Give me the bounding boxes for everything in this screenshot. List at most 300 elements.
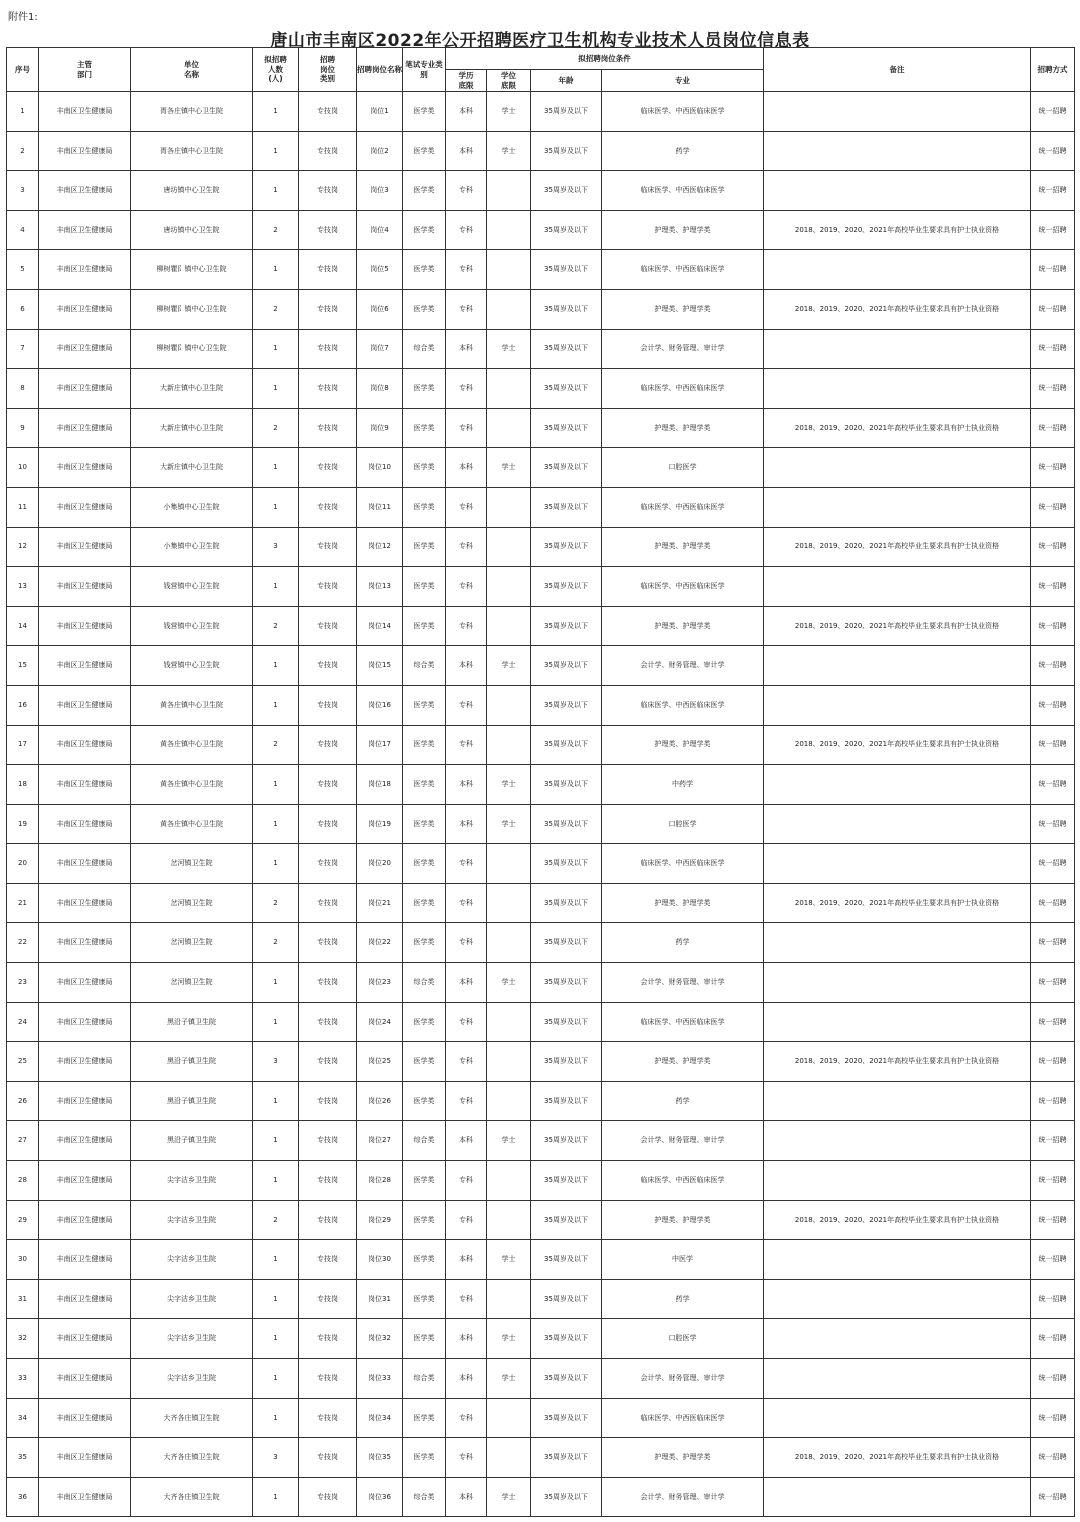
cell-exam: 医学类 bbox=[403, 1161, 446, 1201]
cell-dept: 丰南区卫生健康局 bbox=[39, 1081, 131, 1121]
cell-post: 岗位29 bbox=[357, 1200, 403, 1240]
cell-count: 1 bbox=[253, 131, 299, 171]
cell-post: 岗位15 bbox=[357, 646, 403, 686]
cell-count: 1 bbox=[253, 685, 299, 725]
cell-exam: 医学类 bbox=[403, 685, 446, 725]
cell-edu: 专科 bbox=[446, 487, 487, 527]
cell-major: 临床医学、中西医临床医学 bbox=[602, 487, 764, 527]
cell-unit: 大新庄镇中心卫生院 bbox=[131, 408, 253, 448]
cell-count: 1 bbox=[253, 448, 299, 488]
cell-type: 专技岗 bbox=[299, 765, 357, 805]
cell-method: 统一招聘 bbox=[1031, 1121, 1075, 1161]
cell-degree bbox=[487, 1398, 531, 1438]
cell-type: 专技岗 bbox=[299, 527, 357, 567]
cell-degree bbox=[487, 606, 531, 646]
cell-major: 护理类、护理学类 bbox=[602, 883, 764, 923]
cell-unit: 尖字沽乡卫生院 bbox=[131, 1279, 253, 1319]
table-row bbox=[7, 1042, 1075, 1082]
cell-seq: 5 bbox=[7, 250, 39, 290]
cell-unit: 柳树瞿阝镇中心卫生院 bbox=[131, 250, 253, 290]
cell-degree: 学士 bbox=[487, 1319, 531, 1359]
cell-type: 专技岗 bbox=[299, 1200, 357, 1240]
cell-seq: 12 bbox=[7, 527, 39, 567]
table-row bbox=[7, 289, 1075, 329]
cell-dept: 丰南区卫生健康局 bbox=[39, 963, 131, 1003]
cell-unit: 尖字沽乡卫生院 bbox=[131, 1359, 253, 1399]
cell-post: 岗位14 bbox=[357, 606, 403, 646]
positions-table bbox=[6, 47, 1075, 1517]
table-row bbox=[7, 1477, 1075, 1517]
cell-seq: 36 bbox=[7, 1477, 39, 1517]
cell-exam: 综合类 bbox=[403, 963, 446, 1003]
cell-method: 统一招聘 bbox=[1031, 685, 1075, 725]
cell-unit: 尖字沽乡卫生院 bbox=[131, 1200, 253, 1240]
cell-seq: 11 bbox=[7, 487, 39, 527]
cell-count: 1 bbox=[253, 963, 299, 1003]
cell-major: 护理类、护理学类 bbox=[602, 289, 764, 329]
table-row bbox=[7, 685, 1075, 725]
cell-dept: 丰南区卫生健康局 bbox=[39, 685, 131, 725]
cell-note bbox=[764, 646, 1031, 686]
cell-major: 护理类、护理学类 bbox=[602, 1438, 764, 1478]
cell-edu: 本科 bbox=[446, 1240, 487, 1280]
cell-exam: 医学类 bbox=[403, 448, 446, 488]
cell-age: 35周岁及以下 bbox=[531, 131, 602, 171]
cell-unit: 大齐各庄镇卫生院 bbox=[131, 1477, 253, 1517]
cell-type: 专技岗 bbox=[299, 685, 357, 725]
table-row bbox=[7, 408, 1075, 448]
cell-major: 会计学、财务管理、审计学 bbox=[602, 1121, 764, 1161]
table-row bbox=[7, 527, 1075, 567]
cell-unit: 尖字沽乡卫生院 bbox=[131, 1240, 253, 1280]
cell-edu: 本科 bbox=[446, 963, 487, 1003]
cell-edu: 专科 bbox=[446, 1438, 487, 1478]
table-row bbox=[7, 1438, 1075, 1478]
cell-seq: 28 bbox=[7, 1161, 39, 1201]
cell-exam: 医学类 bbox=[403, 408, 446, 448]
cell-degree bbox=[487, 567, 531, 607]
cell-method: 统一招聘 bbox=[1031, 1319, 1075, 1359]
cell-age: 35周岁及以下 bbox=[531, 1240, 602, 1280]
cell-edu: 专科 bbox=[446, 250, 487, 290]
cell-exam: 医学类 bbox=[403, 1002, 446, 1042]
cell-note bbox=[764, 685, 1031, 725]
cell-post: 岗位5 bbox=[357, 250, 403, 290]
cell-note bbox=[764, 448, 1031, 488]
cell-method: 统一招聘 bbox=[1031, 765, 1075, 805]
cell-post: 岗位1 bbox=[357, 92, 403, 132]
cell-exam: 医学类 bbox=[403, 725, 446, 765]
cell-degree: 学士 bbox=[487, 448, 531, 488]
cell-major: 药学 bbox=[602, 923, 764, 963]
table-row bbox=[7, 1081, 1075, 1121]
cell-degree bbox=[487, 1438, 531, 1478]
cell-count: 2 bbox=[253, 408, 299, 448]
cell-dept: 丰南区卫生健康局 bbox=[39, 1121, 131, 1161]
cell-post: 岗位20 bbox=[357, 844, 403, 884]
cell-post: 岗位25 bbox=[357, 1042, 403, 1082]
cell-major: 会计学、财务管理、审计学 bbox=[602, 963, 764, 1003]
annex-label: 附件1: bbox=[8, 12, 38, 23]
cell-method: 统一招聘 bbox=[1031, 1279, 1075, 1319]
cell-major: 护理类、护理学类 bbox=[602, 1200, 764, 1240]
cell-unit: 大新庄镇中心卫生院 bbox=[131, 369, 253, 409]
cell-count: 1 bbox=[253, 1279, 299, 1319]
table-row bbox=[7, 487, 1075, 527]
cell-exam: 医学类 bbox=[403, 171, 446, 211]
cell-dept: 丰南区卫生健康局 bbox=[39, 527, 131, 567]
cell-method: 统一招聘 bbox=[1031, 1002, 1075, 1042]
cell-major: 临床医学、中西医临床医学 bbox=[602, 250, 764, 290]
table-row bbox=[7, 171, 1075, 211]
cell-age: 35周岁及以下 bbox=[531, 448, 602, 488]
table-row bbox=[7, 210, 1075, 250]
cell-method: 统一招聘 bbox=[1031, 1161, 1075, 1201]
cell-type: 专技岗 bbox=[299, 646, 357, 686]
cell-age: 35周岁及以下 bbox=[531, 1359, 602, 1399]
cell-method: 统一招聘 bbox=[1031, 883, 1075, 923]
cell-method: 统一招聘 bbox=[1031, 210, 1075, 250]
cell-edu: 本科 bbox=[446, 1477, 487, 1517]
cell-edu: 专科 bbox=[446, 606, 487, 646]
cell-type: 专技岗 bbox=[299, 1279, 357, 1319]
cell-type: 专技岗 bbox=[299, 1319, 357, 1359]
cell-dept: 丰南区卫生健康局 bbox=[39, 1438, 131, 1478]
cell-method: 统一招聘 bbox=[1031, 646, 1075, 686]
cell-seq: 32 bbox=[7, 1319, 39, 1359]
cell-seq: 9 bbox=[7, 408, 39, 448]
cell-seq: 1 bbox=[7, 92, 39, 132]
cell-edu: 专科 bbox=[446, 567, 487, 607]
cell-count: 2 bbox=[253, 883, 299, 923]
cell-method: 统一招聘 bbox=[1031, 92, 1075, 132]
cell-edu: 本科 bbox=[446, 329, 487, 369]
cell-type: 专技岗 bbox=[299, 487, 357, 527]
cell-degree: 学士 bbox=[487, 92, 531, 132]
cell-edu: 专科 bbox=[446, 685, 487, 725]
cell-type: 专技岗 bbox=[299, 171, 357, 211]
cell-post: 岗位7 bbox=[357, 329, 403, 369]
cell-edu: 专科 bbox=[446, 1398, 487, 1438]
table-row bbox=[7, 844, 1075, 884]
cell-major: 中医学 bbox=[602, 1240, 764, 1280]
cell-age: 35周岁及以下 bbox=[531, 725, 602, 765]
cell-seq: 16 bbox=[7, 685, 39, 725]
cell-seq: 8 bbox=[7, 369, 39, 409]
cell-post: 岗位2 bbox=[357, 131, 403, 171]
cell-note bbox=[764, 923, 1031, 963]
cell-seq: 29 bbox=[7, 1200, 39, 1240]
cell-count: 1 bbox=[253, 171, 299, 211]
cell-degree bbox=[487, 1161, 531, 1201]
header-unit: 单位 名称 bbox=[131, 48, 253, 92]
cell-exam: 医学类 bbox=[403, 487, 446, 527]
cell-major: 护理类、护理学类 bbox=[602, 210, 764, 250]
cell-post: 岗位3 bbox=[357, 171, 403, 211]
cell-degree bbox=[487, 171, 531, 211]
cell-exam: 医学类 bbox=[403, 1438, 446, 1478]
cell-type: 专技岗 bbox=[299, 1438, 357, 1478]
cell-note bbox=[764, 1081, 1031, 1121]
cell-method: 统一招聘 bbox=[1031, 250, 1075, 290]
cell-seq: 26 bbox=[7, 1081, 39, 1121]
cell-age: 35周岁及以下 bbox=[531, 487, 602, 527]
cell-major: 临床医学、中西医临床医学 bbox=[602, 1398, 764, 1438]
cell-dept: 丰南区卫生健康局 bbox=[39, 1002, 131, 1042]
cell-age: 35周岁及以下 bbox=[531, 250, 602, 290]
cell-post: 岗位30 bbox=[357, 1240, 403, 1280]
cell-method: 统一招聘 bbox=[1031, 963, 1075, 1003]
header-conditions: 拟招聘岗位条件 bbox=[446, 48, 764, 70]
cell-post: 岗位4 bbox=[357, 210, 403, 250]
cell-seq: 27 bbox=[7, 1121, 39, 1161]
cell-edu: 专科 bbox=[446, 725, 487, 765]
cell-age: 35周岁及以下 bbox=[531, 527, 602, 567]
cell-exam: 医学类 bbox=[403, 1200, 446, 1240]
table-row bbox=[7, 1279, 1075, 1319]
cell-type: 专技岗 bbox=[299, 725, 357, 765]
cell-edu: 本科 bbox=[446, 448, 487, 488]
cell-unit: 柳树瞿阝镇中心卫生院 bbox=[131, 289, 253, 329]
cell-type: 专技岗 bbox=[299, 1002, 357, 1042]
cell-major: 药学 bbox=[602, 131, 764, 171]
cell-exam: 医学类 bbox=[403, 844, 446, 884]
cell-unit: 大齐各庄镇卫生院 bbox=[131, 1438, 253, 1478]
cell-post: 岗位34 bbox=[357, 1398, 403, 1438]
cell-note bbox=[764, 369, 1031, 409]
cell-seq: 21 bbox=[7, 883, 39, 923]
cell-unit: 岔河镇卫生院 bbox=[131, 963, 253, 1003]
cell-age: 35周岁及以下 bbox=[531, 1438, 602, 1478]
cell-post: 岗位10 bbox=[357, 448, 403, 488]
cell-seq: 14 bbox=[7, 606, 39, 646]
cell-post: 岗位19 bbox=[357, 804, 403, 844]
cell-seq: 17 bbox=[7, 725, 39, 765]
cell-dept: 丰南区卫生健康局 bbox=[39, 1477, 131, 1517]
cell-post: 岗位9 bbox=[357, 408, 403, 448]
cell-exam: 医学类 bbox=[403, 131, 446, 171]
cell-count: 1 bbox=[253, 250, 299, 290]
cell-post: 岗位17 bbox=[357, 725, 403, 765]
header-seq: 序号 bbox=[7, 48, 39, 92]
cell-major: 临床医学、中西医临床医学 bbox=[602, 685, 764, 725]
cell-count: 2 bbox=[253, 923, 299, 963]
cell-major: 药学 bbox=[602, 1279, 764, 1319]
cell-count: 1 bbox=[253, 1161, 299, 1201]
cell-seq: 22 bbox=[7, 923, 39, 963]
cell-note: 2018、2019、2020、2021年高校毕业生要求具有护士执业资格 bbox=[764, 606, 1031, 646]
cell-edu: 专科 bbox=[446, 171, 487, 211]
cell-unit: 黑沿子镇卫生院 bbox=[131, 1002, 253, 1042]
cell-age: 35周岁及以下 bbox=[531, 369, 602, 409]
cell-age: 35周岁及以下 bbox=[531, 1200, 602, 1240]
cell-post: 岗位22 bbox=[357, 923, 403, 963]
cell-major: 口腔医学 bbox=[602, 448, 764, 488]
cell-note bbox=[764, 487, 1031, 527]
cell-unit: 岔河镇卫生院 bbox=[131, 883, 253, 923]
cell-type: 专技岗 bbox=[299, 1477, 357, 1517]
cell-dept: 丰南区卫生健康局 bbox=[39, 369, 131, 409]
table-row bbox=[7, 448, 1075, 488]
header-degree: 学位 底限 bbox=[487, 70, 531, 92]
cell-dept: 丰南区卫生健康局 bbox=[39, 408, 131, 448]
cell-major: 会计学、财务管理、审计学 bbox=[602, 1359, 764, 1399]
cell-dept: 丰南区卫生健康局 bbox=[39, 1279, 131, 1319]
cell-age: 35周岁及以下 bbox=[531, 804, 602, 844]
header-post: 招聘岗位名称 bbox=[357, 48, 403, 92]
cell-dept: 丰南区卫生健康局 bbox=[39, 646, 131, 686]
cell-exam: 医学类 bbox=[403, 1398, 446, 1438]
cell-degree bbox=[487, 210, 531, 250]
cell-dept: 丰南区卫生健康局 bbox=[39, 1359, 131, 1399]
cell-seq: 13 bbox=[7, 567, 39, 607]
cell-method: 统一招聘 bbox=[1031, 487, 1075, 527]
table-row bbox=[7, 1359, 1075, 1399]
cell-edu: 专科 bbox=[446, 408, 487, 448]
cell-dept: 丰南区卫生健康局 bbox=[39, 606, 131, 646]
cell-major: 口腔医学 bbox=[602, 804, 764, 844]
cell-type: 专技岗 bbox=[299, 448, 357, 488]
cell-note: 2018、2019、2020、2021年高校毕业生要求具有护士执业资格 bbox=[764, 1438, 1031, 1478]
cell-unit: 胥各庄镇中心卫生院 bbox=[131, 131, 253, 171]
cell-age: 35周岁及以下 bbox=[531, 685, 602, 725]
cell-exam: 医学类 bbox=[403, 250, 446, 290]
cell-post: 岗位35 bbox=[357, 1438, 403, 1478]
cell-age: 35周岁及以下 bbox=[531, 92, 602, 132]
cell-edu: 专科 bbox=[446, 1200, 487, 1240]
cell-exam: 综合类 bbox=[403, 1359, 446, 1399]
cell-note bbox=[764, 329, 1031, 369]
cell-age: 35周岁及以下 bbox=[531, 765, 602, 805]
cell-age: 35周岁及以下 bbox=[531, 606, 602, 646]
cell-method: 统一招聘 bbox=[1031, 369, 1075, 409]
cell-count: 1 bbox=[253, 1081, 299, 1121]
cell-type: 专技岗 bbox=[299, 1121, 357, 1161]
cell-count: 1 bbox=[253, 1359, 299, 1399]
cell-type: 专技岗 bbox=[299, 1081, 357, 1121]
cell-method: 统一招聘 bbox=[1031, 804, 1075, 844]
table-row bbox=[7, 329, 1075, 369]
cell-age: 35周岁及以下 bbox=[531, 1477, 602, 1517]
cell-method: 统一招聘 bbox=[1031, 1438, 1075, 1478]
cell-seq: 23 bbox=[7, 963, 39, 1003]
cell-edu: 专科 bbox=[446, 527, 487, 567]
cell-note bbox=[764, 1161, 1031, 1201]
cell-unit: 大新庄镇中心卫生院 bbox=[131, 448, 253, 488]
cell-note bbox=[764, 567, 1031, 607]
cell-age: 35周岁及以下 bbox=[531, 1398, 602, 1438]
cell-exam: 医学类 bbox=[403, 606, 446, 646]
cell-type: 专技岗 bbox=[299, 408, 357, 448]
cell-exam: 综合类 bbox=[403, 1121, 446, 1161]
table-row bbox=[7, 1121, 1075, 1161]
table-row bbox=[7, 765, 1075, 805]
cell-age: 35周岁及以下 bbox=[531, 1279, 602, 1319]
cell-count: 1 bbox=[253, 646, 299, 686]
cell-count: 1 bbox=[253, 1240, 299, 1280]
table-row bbox=[7, 923, 1075, 963]
cell-note: 2018、2019、2020、2021年高校毕业生要求具有护士执业资格 bbox=[764, 1200, 1031, 1240]
cell-age: 35周岁及以下 bbox=[531, 210, 602, 250]
cell-note bbox=[764, 1398, 1031, 1438]
cell-post: 岗位31 bbox=[357, 1279, 403, 1319]
cell-seq: 15 bbox=[7, 646, 39, 686]
cell-major: 会计学、财务管理、审计学 bbox=[602, 646, 764, 686]
cell-dept: 丰南区卫生健康局 bbox=[39, 131, 131, 171]
cell-exam: 医学类 bbox=[403, 1279, 446, 1319]
cell-major: 护理类、护理学类 bbox=[602, 606, 764, 646]
cell-exam: 医学类 bbox=[403, 883, 446, 923]
cell-dept: 丰南区卫生健康局 bbox=[39, 765, 131, 805]
table-row bbox=[7, 1002, 1075, 1042]
header-dept: 主管 部门 bbox=[39, 48, 131, 92]
cell-type: 专技岗 bbox=[299, 883, 357, 923]
cell-degree: 学士 bbox=[487, 765, 531, 805]
cell-degree bbox=[487, 1042, 531, 1082]
cell-exam: 综合类 bbox=[403, 646, 446, 686]
cell-note bbox=[764, 844, 1031, 884]
cell-exam: 医学类 bbox=[403, 1042, 446, 1082]
table-row bbox=[7, 1319, 1075, 1359]
cell-type: 专技岗 bbox=[299, 923, 357, 963]
cell-note bbox=[764, 963, 1031, 1003]
cell-age: 35周岁及以下 bbox=[531, 1161, 602, 1201]
cell-post: 岗位16 bbox=[357, 685, 403, 725]
cell-degree bbox=[487, 369, 531, 409]
cell-degree: 学士 bbox=[487, 131, 531, 171]
cell-count: 1 bbox=[253, 329, 299, 369]
cell-age: 35周岁及以下 bbox=[531, 963, 602, 1003]
cell-exam: 医学类 bbox=[403, 527, 446, 567]
cell-post: 岗位27 bbox=[357, 1121, 403, 1161]
cell-exam: 医学类 bbox=[403, 1240, 446, 1280]
table-row bbox=[7, 804, 1075, 844]
cell-degree bbox=[487, 685, 531, 725]
cell-method: 统一招聘 bbox=[1031, 408, 1075, 448]
cell-major: 会计学、财务管理、审计学 bbox=[602, 329, 764, 369]
cell-exam: 综合类 bbox=[403, 329, 446, 369]
cell-count: 3 bbox=[253, 1042, 299, 1082]
cell-type: 专技岗 bbox=[299, 250, 357, 290]
cell-post: 岗位12 bbox=[357, 527, 403, 567]
cell-degree: 学士 bbox=[487, 646, 531, 686]
cell-major: 护理类、护理学类 bbox=[602, 725, 764, 765]
table-row bbox=[7, 250, 1075, 290]
header-type: 招聘 岗位 类别 bbox=[299, 48, 357, 92]
cell-exam: 医学类 bbox=[403, 804, 446, 844]
cell-age: 35周岁及以下 bbox=[531, 1081, 602, 1121]
table-row bbox=[7, 883, 1075, 923]
cell-unit: 尖字沽乡卫生院 bbox=[131, 1319, 253, 1359]
cell-exam: 医学类 bbox=[403, 92, 446, 132]
cell-exam: 医学类 bbox=[403, 1319, 446, 1359]
cell-method: 统一招聘 bbox=[1031, 289, 1075, 329]
cell-type: 专技岗 bbox=[299, 131, 357, 171]
cell-post: 岗位11 bbox=[357, 487, 403, 527]
cell-seq: 20 bbox=[7, 844, 39, 884]
cell-count: 2 bbox=[253, 1200, 299, 1240]
table-row bbox=[7, 725, 1075, 765]
cell-major: 药学 bbox=[602, 1081, 764, 1121]
cell-method: 统一招聘 bbox=[1031, 923, 1075, 963]
cell-degree bbox=[487, 1081, 531, 1121]
cell-seq: 2 bbox=[7, 131, 39, 171]
cell-note bbox=[764, 765, 1031, 805]
cell-age: 35周岁及以下 bbox=[531, 1121, 602, 1161]
cell-degree bbox=[487, 1200, 531, 1240]
cell-age: 35周岁及以下 bbox=[531, 171, 602, 211]
cell-degree: 学士 bbox=[487, 804, 531, 844]
